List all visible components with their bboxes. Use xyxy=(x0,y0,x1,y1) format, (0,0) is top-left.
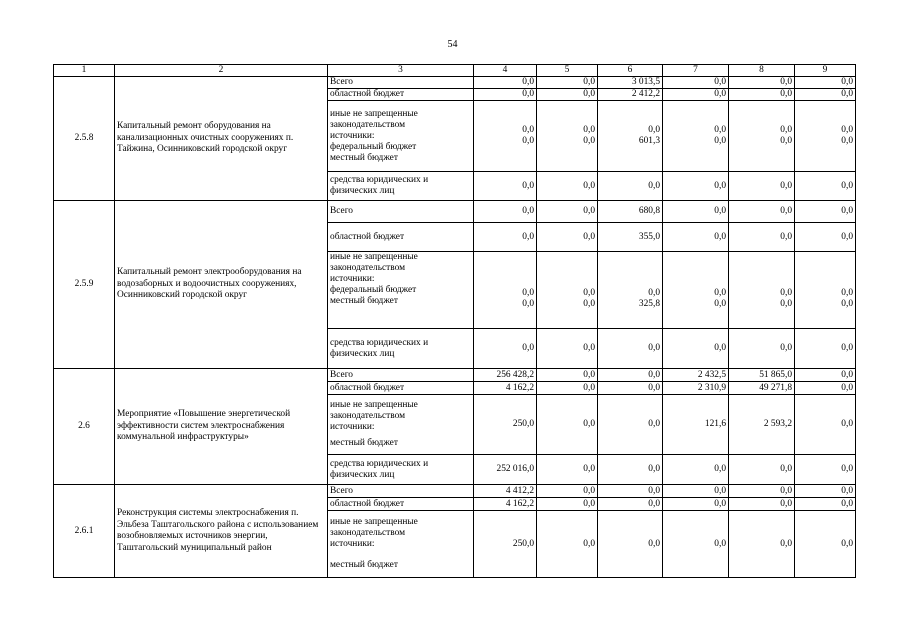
col-header: 4 xyxy=(474,65,537,77)
value-cell: 0,0 xyxy=(795,382,856,395)
value-cell: 0,0 xyxy=(537,329,598,369)
value-cell: 0,0 xyxy=(663,329,729,369)
value-cell: 0,0 xyxy=(729,201,795,223)
item-code: 2.5.9 xyxy=(54,201,115,369)
source-label: Всего xyxy=(328,77,474,89)
value-cell: 49 271,8 xyxy=(729,382,795,395)
source-label xyxy=(328,172,474,201)
value-cell: 0,0 0,0 xyxy=(474,101,537,172)
source-label xyxy=(328,252,474,329)
source-label-line: средства юридических и xyxy=(330,337,429,348)
value-cell: 0,0 xyxy=(663,77,729,89)
value-cell: 0,0 xyxy=(598,395,663,455)
col-header: 7 xyxy=(663,65,729,77)
source-label-line: источники: xyxy=(330,274,375,284)
value-cell: 0,0 xyxy=(795,201,856,223)
value-cell: 0,0 xyxy=(598,485,663,498)
value-cell: 0,0 xyxy=(795,511,856,578)
value-cell: 0,0 xyxy=(537,201,598,223)
funding-table xyxy=(53,64,856,578)
value-cell: 0,0 xyxy=(598,382,663,395)
item-code: 2.6 xyxy=(54,369,115,485)
source-label-line: источники: xyxy=(330,539,375,549)
value-cell: 0,0 xyxy=(795,223,856,252)
value-cell: 4 162,2 xyxy=(474,382,537,395)
source-label: областной бюджет xyxy=(328,498,474,511)
table-row xyxy=(54,201,856,223)
item-name: Капитальный ремонт электрооборудования на водозаборных и водоочистных сооружениях, Осинниковский городской округ xyxy=(115,201,328,369)
value-cell: 0,0 xyxy=(663,223,729,252)
value-cell: 0,0 0,0 xyxy=(795,252,856,329)
value-cell: 0,0 325,8 xyxy=(598,252,663,329)
value-cell: 0,0 xyxy=(474,172,537,201)
value-cell: 680,8 xyxy=(598,201,663,223)
value-cell: 0,0 xyxy=(474,89,537,101)
source-label: областной бюджет xyxy=(328,89,474,101)
value-cell: 0,0 0,0 xyxy=(729,101,795,172)
value-cell: 2 412,2 xyxy=(598,89,663,101)
value-cell: 256 428,2 xyxy=(474,369,537,382)
source-label-line: источники: xyxy=(330,130,375,141)
source-label-line: местный бюджет xyxy=(330,438,398,448)
value-cell: 0,0 xyxy=(795,77,856,89)
value-cell: 0,0 0,0 xyxy=(663,101,729,172)
value-cell: 4 162,2 xyxy=(474,498,537,511)
value-cell: 2 432,5 xyxy=(663,369,729,382)
value-cell: 0,0 xyxy=(795,498,856,511)
value-cell: 0,0 xyxy=(729,329,795,369)
value-cell: 0,0 xyxy=(598,329,663,369)
item-name: Капитальный ремонт оборудования на канализационных очистных сооружениях п. Тайжина, Осинниковский городской округ xyxy=(115,77,328,201)
value-cell: 0,0 xyxy=(598,455,663,485)
value-cell: 3 013,5 xyxy=(598,77,663,89)
source-label-line: местный бюджет xyxy=(330,152,398,163)
source-label: Всего xyxy=(328,201,474,223)
value-cell: 0,0 xyxy=(663,201,729,223)
value-cell: 0,0 0,0 xyxy=(729,252,795,329)
value-cell: 250,0 xyxy=(474,395,537,455)
col-header: 1 xyxy=(54,65,115,77)
value-cell: 0,0 xyxy=(598,172,663,201)
table-row xyxy=(54,485,856,498)
source-label-line: физических лиц xyxy=(330,348,395,359)
source-label xyxy=(328,455,474,485)
col-header: 2 xyxy=(115,65,328,77)
value-cell: 0,0 xyxy=(729,485,795,498)
source-label-line: средства юридических и xyxy=(330,458,429,469)
value-cell: 0,0 0,0 xyxy=(537,101,598,172)
value-cell: 0,0 xyxy=(537,369,598,382)
col-header: 3 xyxy=(328,65,474,77)
source-label xyxy=(328,395,474,455)
source-label-line: физических лиц xyxy=(330,469,395,480)
value-cell: 0,0 xyxy=(537,511,598,578)
source-label-line: законодательством xyxy=(330,119,406,130)
source-label xyxy=(328,511,474,578)
source-label-line: иные не запрещенные xyxy=(330,108,418,119)
value-cell: 0,0 xyxy=(474,201,537,223)
value-cell: 2 310,9 xyxy=(663,382,729,395)
value-cell: 250,0 xyxy=(474,511,537,578)
table-row xyxy=(54,77,856,89)
value-cell: 0,0 0,0 xyxy=(474,252,537,329)
value-cell: 121,6 xyxy=(663,395,729,455)
item-code: 2.6.1 xyxy=(54,485,115,578)
source-label-line: законодательством xyxy=(330,528,406,538)
source-label-line: источники: xyxy=(330,422,375,432)
source-label-line: федеральный бюджет xyxy=(330,285,417,295)
source-label-line: законодательством xyxy=(330,411,406,421)
value-cell: 0,0 0,0 xyxy=(663,252,729,329)
value-cell: 0,0 xyxy=(598,498,663,511)
col-header: 8 xyxy=(729,65,795,77)
source-label: областной бюджет xyxy=(328,223,474,252)
source-label: Всего xyxy=(328,369,474,382)
value-cell: 0,0 xyxy=(795,369,856,382)
value-cell: 0,0 xyxy=(729,498,795,511)
item-code: 2.5.8 xyxy=(54,77,115,201)
value-cell: 0,0 xyxy=(537,223,598,252)
value-cell: 0,0 xyxy=(663,172,729,201)
source-label-line: местный бюджет xyxy=(330,560,398,570)
item-name: Реконструкция системы электроснабжения п. Эльбеза Таштагольского района с использованием возобновляемых источников энергии, Таштагольский муниципальный район xyxy=(115,485,328,578)
value-cell: 0,0 xyxy=(795,455,856,485)
value-cell: 0,0 xyxy=(795,329,856,369)
value-cell: 0,0 xyxy=(537,77,598,89)
value-cell: 0,0 601,3 xyxy=(598,101,663,172)
value-cell: 0,0 xyxy=(729,511,795,578)
value-cell: 0,0 xyxy=(663,498,729,511)
value-cell: 0,0 xyxy=(663,511,729,578)
value-cell: 0,0 xyxy=(729,172,795,201)
value-cell: 0,0 xyxy=(474,77,537,89)
value-cell: 0,0 xyxy=(474,329,537,369)
value-cell: 0,0 xyxy=(795,89,856,101)
value-cell: 0,0 xyxy=(537,89,598,101)
source-label-line: законодательством xyxy=(330,263,406,273)
table-row xyxy=(54,369,856,382)
source-label-line: иные не запрещенные xyxy=(330,400,418,410)
value-cell: 0,0 xyxy=(537,485,598,498)
col-header: 6 xyxy=(598,65,663,77)
value-cell: 4 412,2 xyxy=(474,485,537,498)
value-cell: 355,0 xyxy=(598,223,663,252)
value-cell: 0,0 xyxy=(795,485,856,498)
page-number: 54 xyxy=(447,39,458,50)
value-cell: 0,0 xyxy=(663,89,729,101)
value-cell: 0,0 xyxy=(795,395,856,455)
value-cell: 0,0 xyxy=(598,369,663,382)
col-header: 5 xyxy=(537,65,598,77)
source-label: областной бюджет xyxy=(328,382,474,395)
source-label xyxy=(328,101,474,172)
value-cell: 0,0 xyxy=(537,382,598,395)
value-cell: 0,0 xyxy=(663,455,729,485)
value-cell: 0,0 xyxy=(795,172,856,201)
source-label-line: федеральный бюджет xyxy=(330,141,417,152)
item-name: Мероприятие «Повышение энергетической эффективности систем электроснабжения коммунальной инфраструктуры» xyxy=(115,369,328,485)
source-label: Всего xyxy=(328,485,474,498)
source-label-line: средства юридических и xyxy=(330,175,429,185)
value-cell: 0,0 xyxy=(663,485,729,498)
value-cell: 0,0 xyxy=(729,77,795,89)
source-label-line: иные не запрещенные xyxy=(330,517,418,527)
value-cell: 0,0 0,0 xyxy=(795,101,856,172)
value-cell: 0,0 xyxy=(474,223,537,252)
value-cell: 2 593,2 xyxy=(729,395,795,455)
col-header: 9 xyxy=(795,65,856,77)
value-cell: 0,0 xyxy=(537,172,598,201)
source-label xyxy=(328,329,474,369)
value-cell: 0,0 xyxy=(729,455,795,485)
source-label-line: иные не запрещенные xyxy=(330,252,418,262)
source-label-line: местный бюджет xyxy=(330,296,398,306)
value-cell: 0,0 xyxy=(729,223,795,252)
value-cell: 252 016,0 xyxy=(474,455,537,485)
value-cell: 0,0 xyxy=(537,455,598,485)
header-row xyxy=(54,65,856,77)
source-label-line: физических лиц xyxy=(330,186,395,196)
value-cell: 0,0 xyxy=(537,395,598,455)
value-cell: 0,0 xyxy=(729,89,795,101)
value-cell: 0,0 0,0 xyxy=(537,252,598,329)
value-cell: 51 865,0 xyxy=(729,369,795,382)
value-cell: 0,0 xyxy=(537,498,598,511)
value-cell: 0,0 xyxy=(598,511,663,578)
